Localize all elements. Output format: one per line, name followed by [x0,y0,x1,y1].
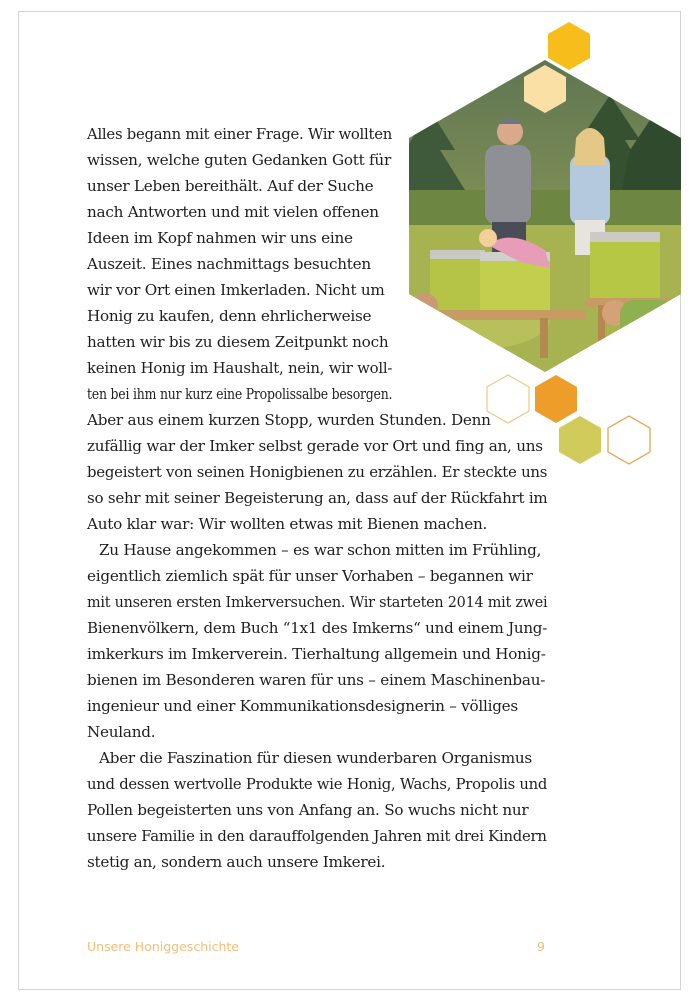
text-line: Auszeit. Eines nachmittags besuchten [87,255,371,273]
outline-hexagon-right [608,416,650,464]
text-line: stetig an, sondern auch unsere Imkerei. [87,853,386,871]
text-line: unser Leben bereithält. Auf der Suche [87,177,374,195]
text-line: eigentlich ziemlich spät für unser Vorhaben – begannen wir [87,567,533,585]
text-line: Pollen begeisterten uns von Anfang an. So wuchs nicht nur [87,801,529,819]
yellow-hexagon [548,22,590,70]
text-line: Neuland. [87,723,156,741]
text-line: wir vor Ort einen Imkerladen. Nicht um [87,281,385,299]
text-line: wissen, welche guten Gedanken Gott für [87,151,391,169]
text-line: begeistert von seinen Honigbienen zu erzählen. Er steckte uns [87,463,548,481]
outline-hexagon-left [487,375,529,423]
text-line: Aber aus einem kurzen Stopp, wurden Stunden. Denn [87,411,491,429]
text-line: und dessen wertvolle Produkte wie Honig, Wachs, Propolis und [87,775,548,793]
text-line: keinen Honig im Haushalt, nein, wir woll- [87,359,393,377]
text-line: nach Antworten und mit vielen offenen [87,203,379,221]
text-line: so sehr mit seiner Begeisterung an, dass auf der Rückfahrt im [87,489,548,507]
text-line: Ideen im Kopf nahmen wir uns eine [87,229,353,247]
text-line: Aber die Faszination für diesen wunderbaren Organismus [99,749,532,767]
text-line: Honig zu kaufen, denn ehrlicherweise [87,307,372,325]
text-line: imkerkurs im Imkerverein. Tierhaltung allgemein und Honig- [87,645,546,663]
text-line: bienen im Besonderen waren für uns – einem Maschinenbau- [87,671,546,689]
text-line: mit unseren ersten Imkerversuchen. Wir starteten 2014 mit zwei [87,593,548,611]
page-number: 9 [537,939,545,954]
text-line: Auto klar war: Wir wollten etwas mit Bienen machen. [87,515,488,533]
text-line: hatten wir bis zu diesem Zeitpunkt noch [87,333,389,351]
olive-hexagon [559,416,601,464]
footer-chapter-title: Unsere Honiggeschichte [87,939,239,954]
text-line: unsere Familie in den darauffolgenden Jahren mit drei Kindern [87,827,547,845]
text-line: zufällig war der Imker selbst gerade vor Ort und fing an, uns [87,437,543,455]
text-line: Alles begann mit einer Frage. Wir wollten [87,125,393,143]
text-line: Bienenvölkern, dem Buch “1x1 des Imkerns“ und einem Jung- [87,619,548,637]
text-line: ingenieur und einer Kommunikationsdesignerin – völliges [87,697,518,715]
text-line: Zu Hause angekommen – es war schon mitten im Frühling, [99,541,542,559]
orange-hexagon [535,375,577,423]
text-line: ten bei ihm nur kurz eine Propolissalbe besorgen. [87,385,393,403]
